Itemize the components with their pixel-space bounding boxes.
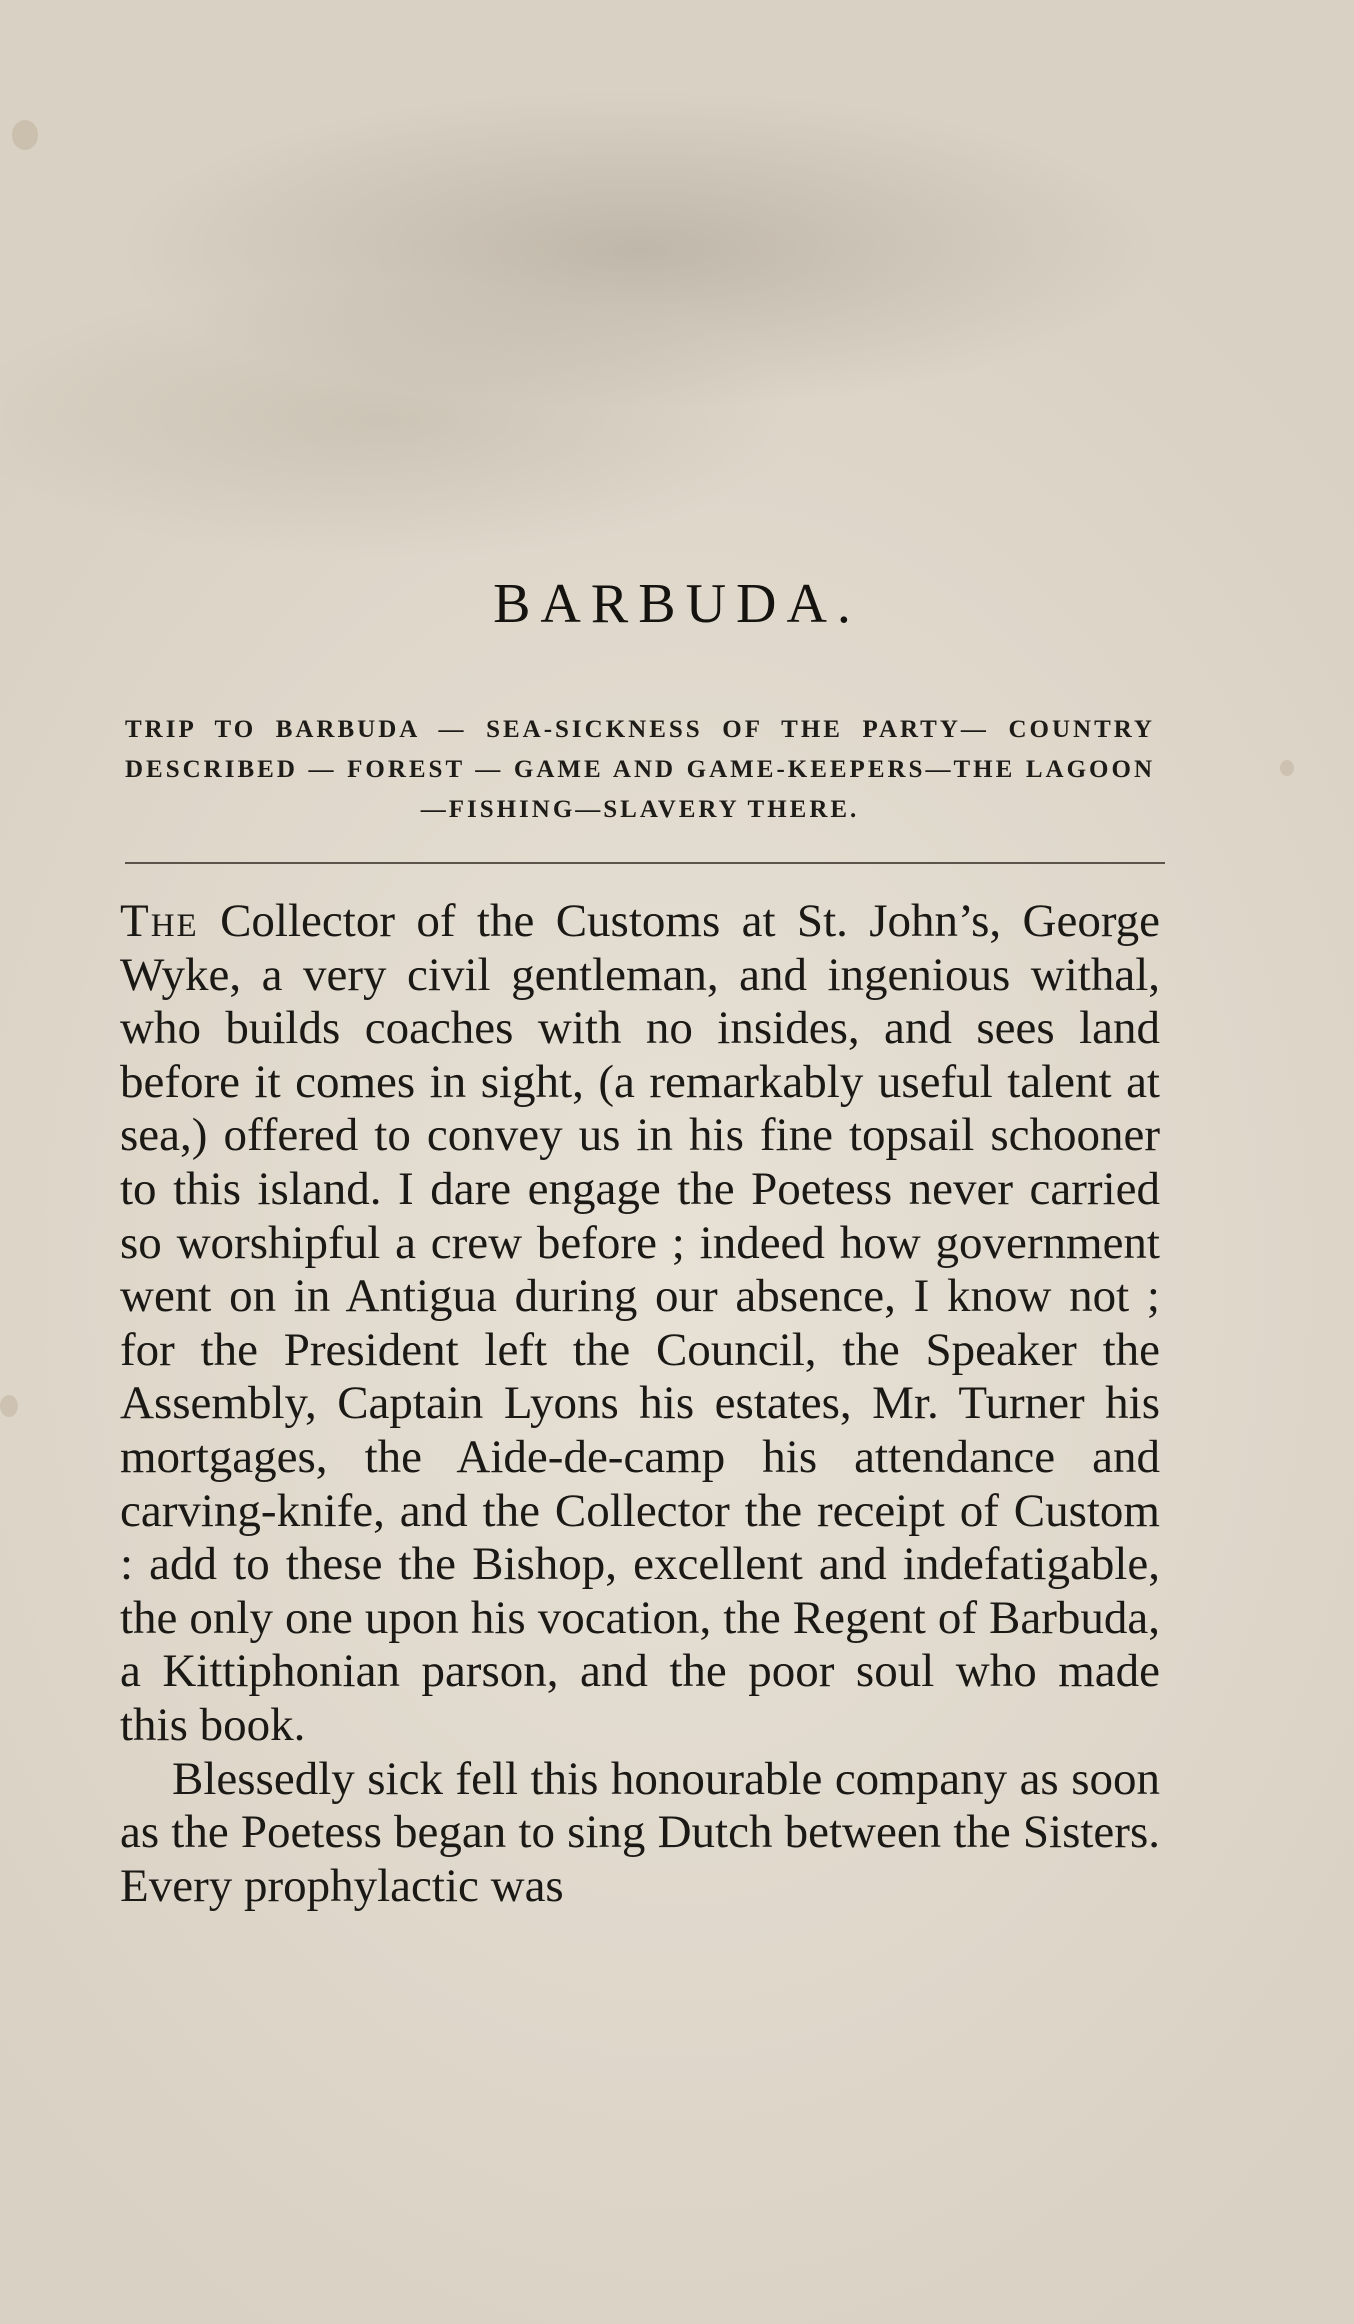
- synopsis-rule: [125, 862, 1165, 864]
- foxing-stain: [1280, 760, 1294, 776]
- foxing-stain: [12, 120, 38, 150]
- paragraph-lead-word: The: [120, 895, 199, 947]
- chapter-title: BARBUDA.: [493, 573, 861, 635]
- paragraph-1: [120, 895, 1160, 1753]
- paragraph-1-text: Collector of the Customs at St. John’s, George Wyke, a very civil gentleman, and ingenious withal, who builds coaches with no insides, and sees land before it comes in sight, (a remarkably useful talent at sea,) offered to convey us in his fine topsail schooner to this island. I dare engage the Poetess never carried so worshipful a crew before ; indeed how government went on in Antigua during our absence, I know not ; for the President left the Council, the Speaker the Assembly, Captain Lyons his estates, Mr. Turner his mortgages, the Aide-de-camp his attendance and carving-knife, and the Collector the receipt of Custom : add to these the Bishop, excellent and indefatigable, the only one upon his vocation, the Regent of Barbuda, a Kittiphonian parson, and the poor soul who made this book.: [120, 895, 1160, 1751]
- paragraph-2: Blessedly sick fell this honourable company as soon as the Poetess began to sing Dutch between the Sisters. Every prophylactic was: [120, 1752, 1160, 1912]
- chapter-synopsis: TRIP TO BARBUDA — SEA-SICKNESS OF THE PARTY— COUNTRY DESCRIBED — FOREST — GAME AND GAME-KEEPERS—THE LAGOON—FISHING—SLAVERY THERE.: [125, 716, 1155, 823]
- body-text: [120, 895, 1160, 1913]
- show-through-text: [135, 255, 1215, 309]
- foxing-stain: [0, 1395, 18, 1417]
